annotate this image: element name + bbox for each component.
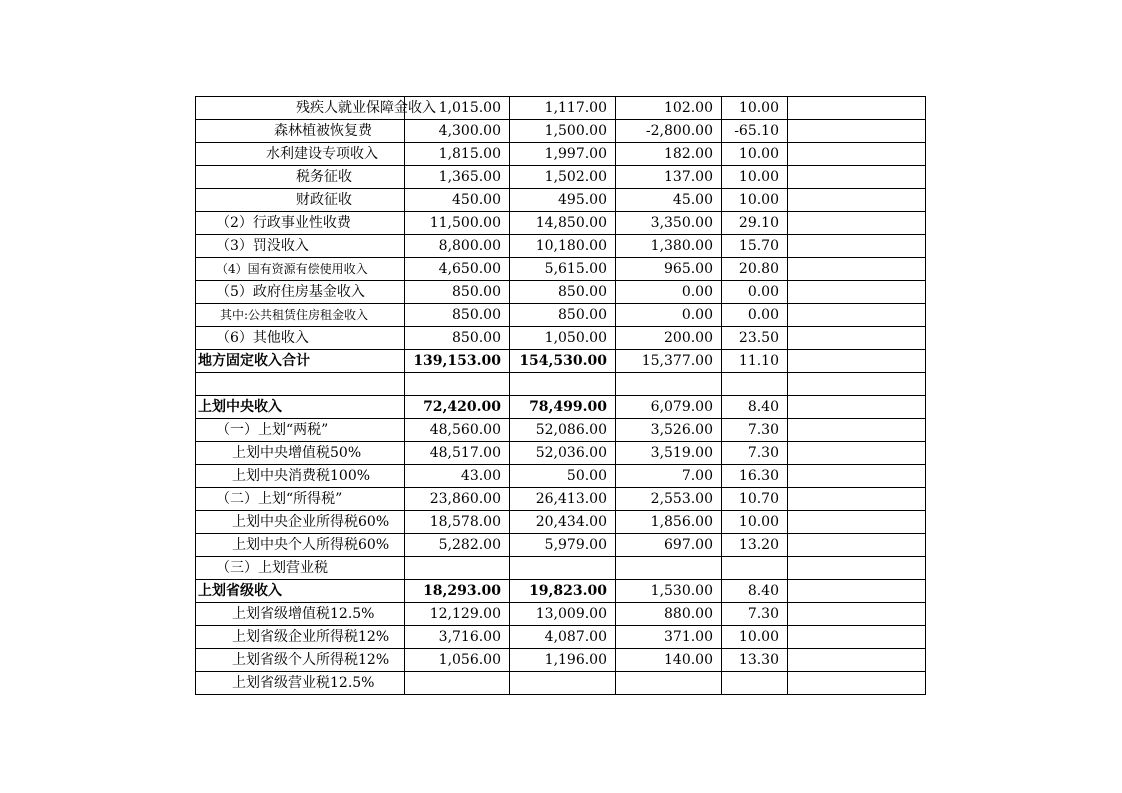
table-row [196,212,926,235]
cell-value: 10.70 [722,488,788,511]
cell-value: 13,009.00 [510,603,616,626]
row-label: 上划中央收入 [196,396,405,419]
cell-value: 3,519.00 [616,442,722,465]
section-row [196,396,926,419]
table-row [196,97,926,120]
cell-value [788,488,926,511]
cell-value: 371.00 [616,626,722,649]
cell-value: 1,530.00 [616,580,722,603]
cell-value [722,557,788,580]
cell-value: 1,815.00 [405,143,510,166]
cell-value: 1,502.00 [510,166,616,189]
cell-value [510,373,616,396]
row-label: （6）其他收入 [196,327,405,350]
table-row [196,488,926,511]
row-label: 森林植被恢复费 [196,120,405,143]
cell-value: 1,856.00 [616,511,722,534]
cell-value: 19,823.00 [510,580,616,603]
table-row [196,304,926,327]
table-row [196,235,926,258]
cell-value: 1,365.00 [405,166,510,189]
cell-value: 137.00 [616,166,722,189]
row-label: 税务征收 [196,166,405,189]
table-row [196,189,926,212]
cell-value: 1,380.00 [616,235,722,258]
table-row [196,557,926,580]
cell-value: 5,282.00 [405,534,510,557]
row-label: 上划省级企业所得税12% [196,626,405,649]
cell-value: 140.00 [616,649,722,672]
cell-value [722,373,788,396]
cell-value: 182.00 [616,143,722,166]
revenue-table [195,96,926,695]
cell-value: 850.00 [405,327,510,350]
cell-value [788,442,926,465]
table-row [196,442,926,465]
cell-value: 29.10 [722,212,788,235]
row-label: 上划中央消费税100% [196,465,405,488]
cell-value: 12,129.00 [405,603,510,626]
cell-value: 5,979.00 [510,534,616,557]
cell-value: 4,650.00 [405,258,510,281]
cell-value: 48,560.00 [405,419,510,442]
cell-value [788,649,926,672]
cell-value [788,580,926,603]
cell-value: 200.00 [616,327,722,350]
cell-value: 11.10 [722,350,788,373]
cell-value: 10.00 [722,166,788,189]
cell-value [788,166,926,189]
cell-value: 23,860.00 [405,488,510,511]
cell-value: 965.00 [616,258,722,281]
cell-value: 8.40 [722,580,788,603]
row-label: 水利建设专项收入 [196,143,405,166]
cell-value: 3,350.00 [616,212,722,235]
cell-value [788,626,926,649]
cell-value: 1,117.00 [510,97,616,120]
cell-value: 10,180.00 [510,235,616,258]
cell-value: 8,800.00 [405,235,510,258]
table-row [196,672,926,695]
cell-value [788,281,926,304]
cell-value [788,143,926,166]
row-label: （5）政府住房基金收入 [196,281,405,304]
cell-value [788,419,926,442]
cell-value [616,557,722,580]
cell-value: 20.80 [722,258,788,281]
cell-value: 850.00 [405,304,510,327]
cell-value [405,557,510,580]
cell-value: -2,800.00 [616,120,722,143]
cell-value: 18,293.00 [405,580,510,603]
cell-value: 139,153.00 [405,350,510,373]
cell-value: 1,056.00 [405,649,510,672]
cell-value: 154,530.00 [510,350,616,373]
section-row [196,580,926,603]
cell-value [788,396,926,419]
row-label [196,373,405,396]
table-row [196,649,926,672]
cell-value: 7.30 [722,603,788,626]
table-row [196,373,926,396]
cell-value: 45.00 [616,189,722,212]
row-label: 上划省级营业税12.5% [196,672,405,695]
row-label: 上划省级个人所得税12% [196,649,405,672]
cell-value [788,304,926,327]
cell-value [788,189,926,212]
cell-value: 0.00 [616,304,722,327]
table-row [196,419,926,442]
table-row [196,120,926,143]
cell-value [788,373,926,396]
cell-value [510,557,616,580]
row-label: 其中:公共租赁住房租金收入 [196,304,405,327]
table-row [196,603,926,626]
cell-value [510,672,616,695]
cell-value: 1,997.00 [510,143,616,166]
cell-value: 10.00 [722,626,788,649]
cell-value: 3,526.00 [616,419,722,442]
cell-value [788,511,926,534]
row-label: （一）上划“两税” [196,419,405,442]
row-label: （二）上划“所得税” [196,488,405,511]
cell-value: 52,036.00 [510,442,616,465]
row-label: 地方固定收入合计 [196,350,405,373]
cell-value [405,373,510,396]
row-label: （3）罚没收入 [196,235,405,258]
cell-value [788,534,926,557]
cell-value: -65.10 [722,120,788,143]
row-label: （2）行政事业性收费 [196,212,405,235]
cell-value: 6,079.00 [616,396,722,419]
cell-value: 5,615.00 [510,258,616,281]
cell-value: 78,499.00 [510,396,616,419]
cell-value: 7.00 [616,465,722,488]
row-label: 上划中央个人所得税60% [196,534,405,557]
row-label: 财政征收 [196,189,405,212]
table-row [196,258,926,281]
cell-value: 880.00 [616,603,722,626]
cell-value: 14,850.00 [510,212,616,235]
cell-value: 10.00 [722,511,788,534]
row-label: 残疾人就业保障金收入 [196,97,405,120]
cell-value: 20,434.00 [510,511,616,534]
cell-value [616,672,722,695]
table-row [196,143,926,166]
cell-value: 1,015.00 [405,97,510,120]
row-label: 上划省级收入 [196,580,405,603]
cell-value [788,350,926,373]
cell-value: 102.00 [616,97,722,120]
row-label: （4）国有资源有偿使用收入 [196,258,405,281]
cell-value: 850.00 [510,281,616,304]
cell-value [788,235,926,258]
cell-value: 8.40 [722,396,788,419]
cell-value: 3,716.00 [405,626,510,649]
cell-value: 1,196.00 [510,649,616,672]
table-row [196,511,926,534]
cell-value [722,672,788,695]
cell-value: 0.00 [616,281,722,304]
cell-value: 43.00 [405,465,510,488]
cell-value: 15,377.00 [616,350,722,373]
cell-value: 10.00 [722,97,788,120]
cell-value [788,258,926,281]
table-row [196,465,926,488]
cell-value: 11,500.00 [405,212,510,235]
cell-value: 7.30 [722,442,788,465]
cell-value: 48,517.00 [405,442,510,465]
cell-value: 697.00 [616,534,722,557]
row-label: 上划省级增值税12.5% [196,603,405,626]
cell-value: 4,300.00 [405,120,510,143]
table-row [196,327,926,350]
cell-value: 850.00 [405,281,510,304]
cell-value [788,603,926,626]
cell-value: 1,500.00 [510,120,616,143]
row-label: （三）上划营业税 [196,557,405,580]
row-label: 上划中央企业所得税60% [196,511,405,534]
cell-value: 26,413.00 [510,488,616,511]
cell-value: 18,578.00 [405,511,510,534]
total-row [196,350,926,373]
cell-value: 16.30 [722,465,788,488]
cell-value: 13.20 [722,534,788,557]
cell-value: 10.00 [722,189,788,212]
cell-value: 23.50 [722,327,788,350]
cell-value: 10.00 [722,143,788,166]
cell-value: 7.30 [722,419,788,442]
table-row [196,534,926,557]
cell-value [788,97,926,120]
table-row [196,626,926,649]
cell-value: 72,420.00 [405,396,510,419]
cell-value [616,373,722,396]
cell-value [405,672,510,695]
cell-value: 450.00 [405,189,510,212]
table-row [196,281,926,304]
cell-value: 13.30 [722,649,788,672]
cell-value: 850.00 [510,304,616,327]
cell-value [788,212,926,235]
cell-value [788,120,926,143]
cell-value: 0.00 [722,281,788,304]
cell-value [788,465,926,488]
cell-value: 2,553.00 [616,488,722,511]
table-row [196,166,926,189]
cell-value: 52,086.00 [510,419,616,442]
cell-value: 50.00 [510,465,616,488]
cell-value: 15.70 [722,235,788,258]
cell-value: 4,087.00 [510,626,616,649]
cell-value: 0.00 [722,304,788,327]
cell-value [788,672,926,695]
cell-value: 1,050.00 [510,327,616,350]
cell-value [788,557,926,580]
row-label: 上划中央增值税50% [196,442,405,465]
cell-value [788,327,926,350]
cell-value: 495.00 [510,189,616,212]
